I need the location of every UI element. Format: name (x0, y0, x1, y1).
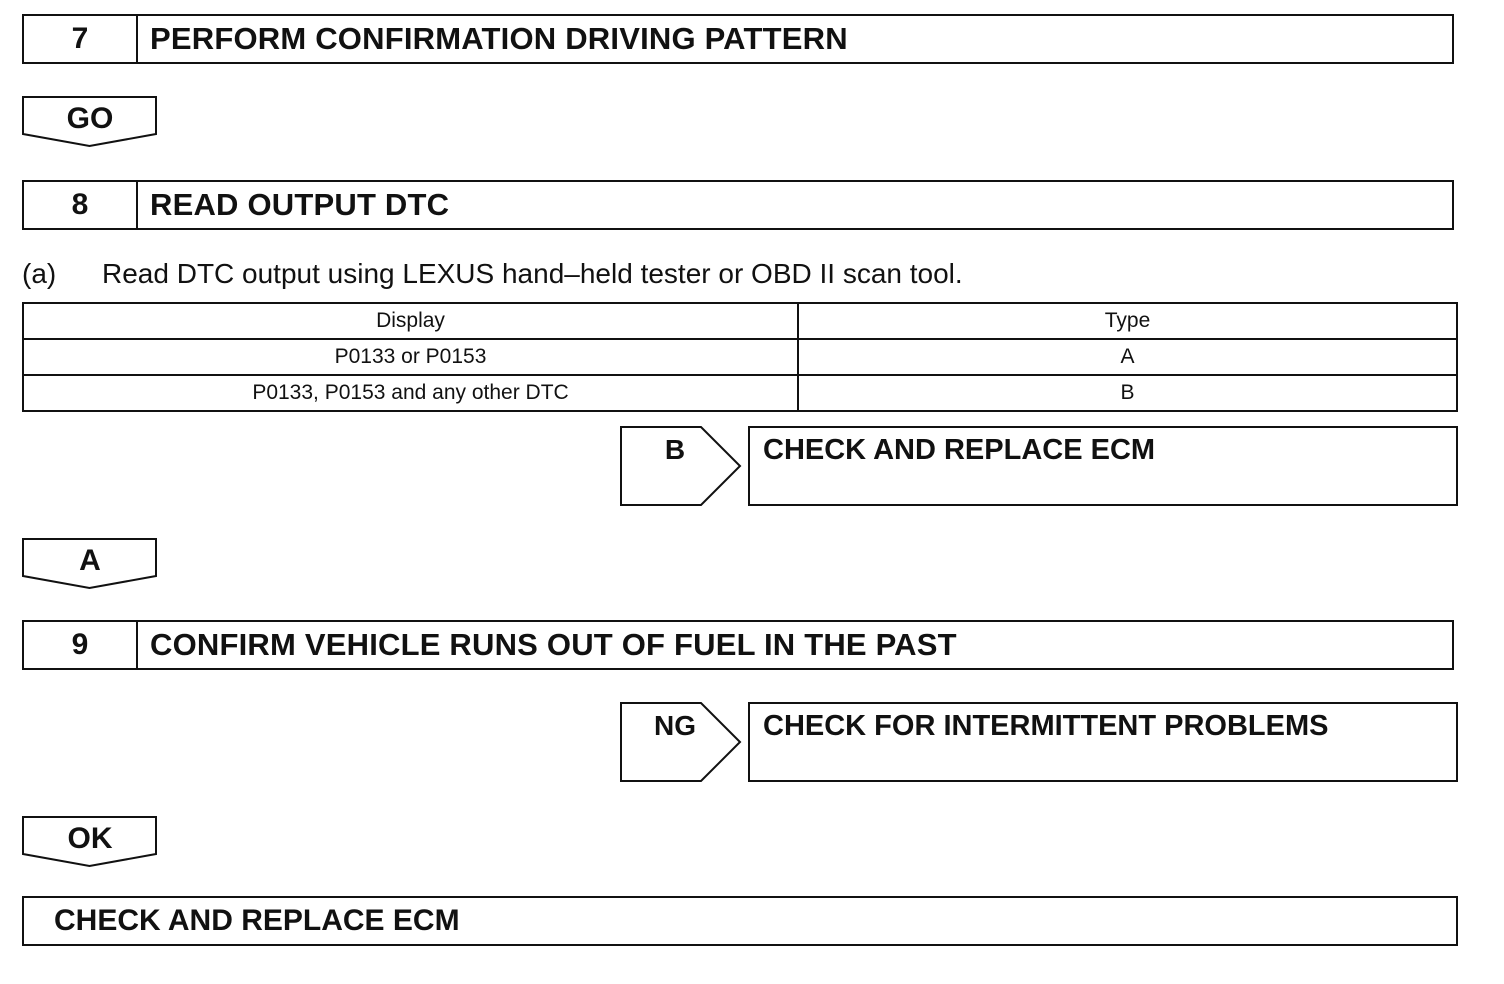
table-header-row (23, 303, 1457, 339)
b-result-tag (620, 426, 742, 508)
step-7-header (22, 14, 1454, 64)
step-8-number: 8 (24, 182, 138, 228)
instruction-marker: (a) (22, 258, 57, 289)
row-2-type: B (798, 375, 1457, 411)
dtc-table (22, 302, 1458, 412)
a-label: A (79, 544, 101, 577)
step-8-header (22, 180, 1454, 230)
instruction-text: Read DTC output using LEXUS hand–held tester or OBD II scan tool. (102, 258, 963, 289)
go-result-tag (22, 96, 158, 148)
a-result-tag (22, 538, 158, 590)
step-9-header (22, 620, 1454, 670)
step-7-title: PERFORM CONFIRMATION DRIVING PATTERN (150, 21, 848, 56)
ok-label: OK (67, 822, 113, 855)
step-7-number: 7 (24, 16, 138, 62)
ng-label: NG (654, 710, 696, 741)
step-9-title: CONFIRM VEHICLE RUNS OUT OF FUEL IN THE PAST (150, 627, 957, 662)
step-8-title: READ OUTPUT DTC (150, 187, 450, 222)
header-display: Display (23, 303, 798, 339)
table-row (23, 339, 1457, 375)
ok-result-tag (22, 816, 158, 868)
b-label: B (664, 434, 686, 465)
instruction-a (22, 258, 963, 290)
row-1-type: A (798, 339, 1457, 375)
step-9-number: 9 (24, 622, 138, 668)
table-row (23, 375, 1457, 411)
final-check-replace-ecm-box: CHECK AND REPLACE ECM (22, 896, 1458, 946)
row-2-display: P0133, P0153 and any other DTC (23, 375, 798, 411)
check-intermittent-problems-box: CHECK FOR INTERMITTENT PROBLEMS (748, 702, 1458, 782)
go-label: GO (66, 102, 114, 135)
header-type: Type (798, 303, 1457, 339)
check-replace-ecm-box: CHECK AND REPLACE ECM (748, 426, 1458, 506)
row-1-display: P0133 or P0153 (23, 339, 798, 375)
ng-result-tag (620, 702, 742, 784)
